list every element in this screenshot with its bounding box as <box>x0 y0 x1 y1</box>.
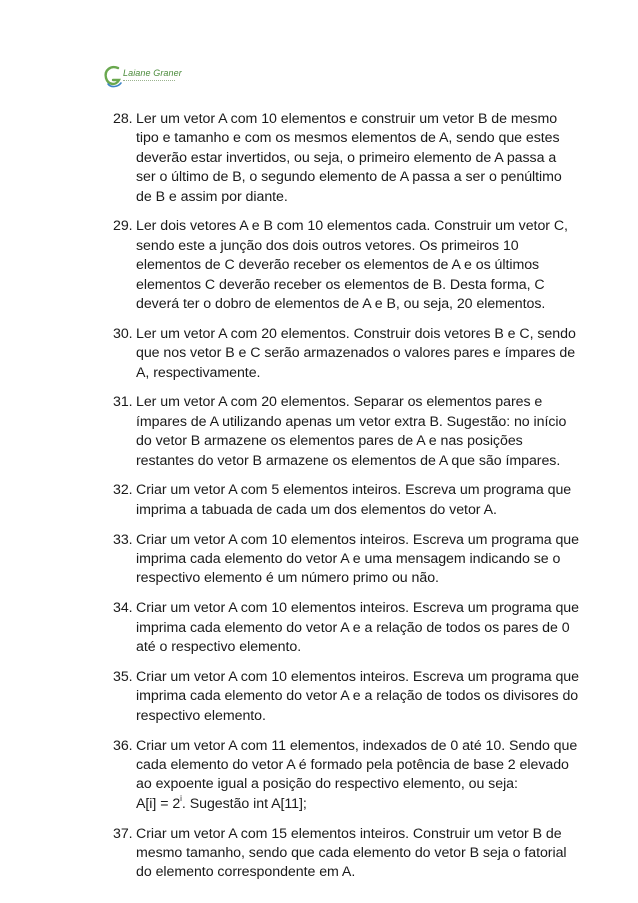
exercise-text-line: Criar um vetor A com 5 elementos inteiros. Escreva um programa que <box>136 482 572 499</box>
logo-mark-icon <box>103 64 123 90</box>
exercise-number: 30. <box>113 325 133 342</box>
exercise-number: 34. <box>113 600 133 617</box>
exercise-number: 31. <box>113 394 133 411</box>
exercise-item-35 <box>113 668 579 726</box>
logo-tagline-decoration <box>123 80 175 83</box>
logo-text: Laiane Graner <box>123 68 182 78</box>
exercise-text-line: restantes do vetor B armazene os elementos de A que são ímpares. <box>136 452 561 469</box>
exercise-text-line: de B e assim por diante. <box>136 188 288 205</box>
exercise-text-line: elementos de C deverão receber os elementos de A e os últimos <box>136 257 540 274</box>
exercise-text-line: Criar um vetor A com 10 elementos inteiros. Escreva um programa que <box>136 531 579 548</box>
exercise-text-line: A, respectivamente. <box>136 364 261 381</box>
exercise-text-line: imprima cada elemento do vetor A e uma mensagem indicando se o <box>136 551 561 568</box>
exercise-number: 33. <box>113 531 133 548</box>
exercise-text-line: Ler um vetor A com 20 elementos. Separar os elementos pares e <box>136 394 543 411</box>
exercise-number: 29. <box>113 218 133 235</box>
formula-suffix: . Sugestão int A[11]; <box>181 795 307 812</box>
formula-base: A[i] = 2 <box>136 795 181 812</box>
exercise-text-line: Criar um vetor A com 15 elementos inteiros. Construir um vetor B de <box>136 825 562 842</box>
exercise-text-line: Criar um vetor A com 11 elementos, indexados de 0 até 10. Sendo que <box>136 737 578 754</box>
exercise-text-line: elementos C deverão receber os elementos de B. Desta forma, C <box>136 276 545 293</box>
exercise-item-28 <box>113 110 562 207</box>
exercise-text-line: cada elemento do vetor A é formado pela potência de base 2 elevado <box>136 756 569 773</box>
exercise-text-line: respectivo elemento é um número primo ou não. <box>136 570 439 587</box>
exercise-text-line: deverá ter o dobro de elementos de A e B, ou seja, 20 elementos. <box>136 296 546 313</box>
exercise-text-line: ser o último de B, o segundo elemento de A passa a ser o penúltimo <box>136 169 562 186</box>
exercise-text-line: sendo este a junção dos dois outros vetores. Os primeiros 10 <box>136 237 519 254</box>
exercise-list <box>113 110 579 893</box>
exercise-text-line: do elemento correspondente em A. <box>136 864 356 881</box>
brand-logo <box>103 64 183 94</box>
exercise-number: 28. <box>113 111 133 127</box>
exercise-text-line: do vetor B armazene os elementos pares de A e nas posições <box>136 433 523 450</box>
exercise-item-37 <box>113 825 567 883</box>
exercise-item-30 <box>113 325 576 383</box>
exercise-text-line: respectivo elemento. <box>136 707 266 724</box>
exercise-text-line: imprima cada elemento do vetor A e a relação de todos os pares de 0 <box>136 619 570 636</box>
exercise-text-line: Ler dois vetores A e B com 10 elementos cada. Construir um vetor C, <box>136 218 568 235</box>
exercise-text-line: imprima cada elemento do vetor A e a relação de todos os divisores do <box>136 688 579 705</box>
exercise-item-33 <box>113 531 579 589</box>
exercise-text-line: Ler um vetor A com 10 elementos e construir um vetor B de mesmo <box>136 111 558 127</box>
exercise-text-line: até o respectivo elemento. <box>136 639 302 656</box>
exercise-item-29 <box>113 217 568 314</box>
formula-exponent: i <box>180 793 182 803</box>
formula-line <box>136 795 553 814</box>
exercise-text-line: ao expoente igual a posição do respectivo elemento, ou seja: <box>136 776 518 793</box>
exercise-text-line: tipo e tamanho e com os mesmos elementos de A, sendo que estes <box>136 130 560 147</box>
exercise-item-36 <box>113 737 578 815</box>
exercise-text-line: Criar um vetor A com 10 elementos inteiros. Escreva um programa que <box>136 600 579 617</box>
exercise-number: 37. <box>113 825 133 842</box>
exercise-text-line: Criar um vetor A com 10 elementos inteiros. Escreva um programa que <box>136 668 579 685</box>
exercise-number: 36. <box>113 737 133 754</box>
exercise-number: 35. <box>113 668 133 685</box>
exercise-text-line: que nos vetor B e C serão armazenados o valores pares e ímpares de <box>136 345 576 362</box>
exercise-text-line: Ler um vetor A com 20 elementos. Construir dois vetores B e C, sendo <box>136 325 576 342</box>
exercise-item-34 <box>113 599 579 657</box>
exercise-text-line: deverão estar invertidos, ou seja, o primeiro elemento de A passa a <box>136 149 557 166</box>
exercise-item-31 <box>113 393 567 471</box>
exercise-text-line: imprima a tabuada de cada um dos elementos do vetor A. <box>136 501 497 518</box>
exercise-text-line: ímpares de A utilizando apenas um vetor extra B. Sugestão: no início <box>136 413 567 430</box>
exercise-item-32 <box>113 481 572 520</box>
exercise-number: 32. <box>113 482 133 499</box>
exercise-text-line: mesmo tamanho, sendo que cada elemento do vetor B seja o fatorial <box>136 844 567 861</box>
